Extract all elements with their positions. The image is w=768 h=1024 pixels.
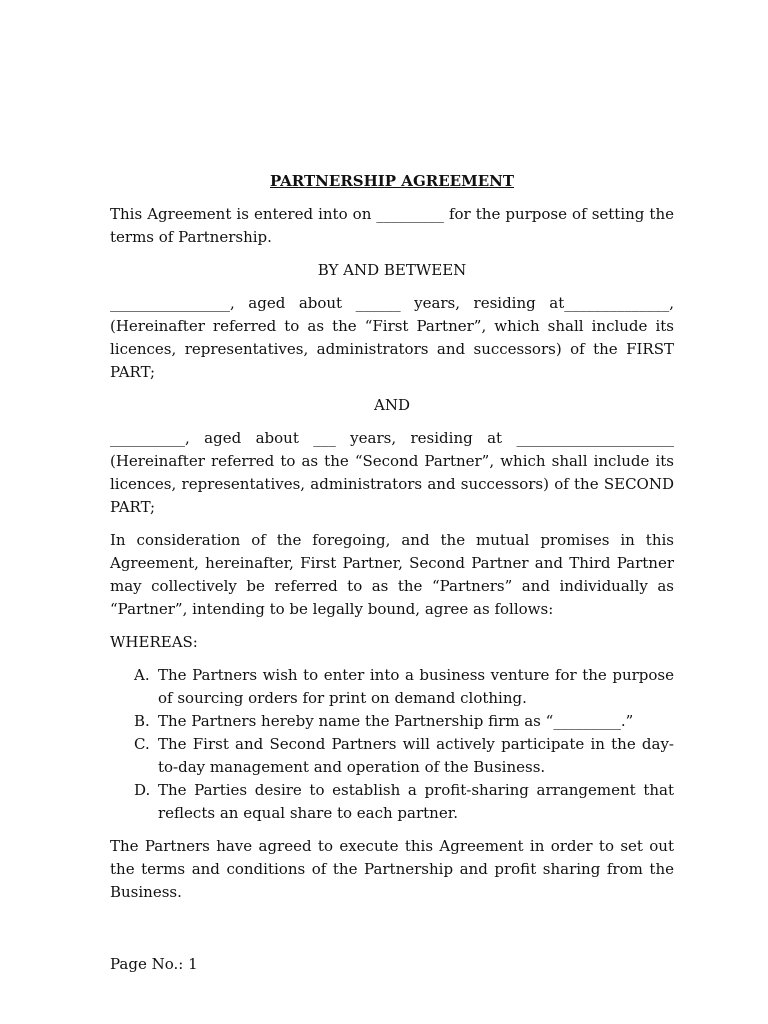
whereas-item-c — [110, 733, 674, 779]
list-item-text: The Partners wish to enter into a business venture for the purpose of sourcing orders for print on demand clothing. — [158, 666, 674, 707]
list-item-text: The First and Second Partners will actively participate in the day-to-day management and operation of the Business. — [158, 735, 674, 776]
whereas-list — [110, 664, 674, 825]
document-title: PARTNERSHIP AGREEMENT — [269, 172, 514, 190]
list-marker: D. — [134, 781, 151, 799]
page-number: Page No.: 1 — [110, 955, 198, 973]
list-marker: A. — [134, 666, 150, 684]
document-page — [110, 170, 674, 914]
by-and-between-heading: BY AND BETWEEN — [317, 261, 467, 279]
whereas-heading: WHEREAS: — [110, 633, 198, 651]
list-item-text: The Parties desire to establish a profit-sharing arrangement that reflects an equal share to each partner. — [158, 781, 674, 822]
whereas-item-b — [110, 710, 674, 733]
consideration-paragraph: In consideration of the foregoing, and the mutual promises in this Agreement, hereinafter, First Partner, Second Partner and Third Partner may collectively be referred to as the “Partners” and individually as “Partner”, intending to be legally bound, agree as follows: — [110, 531, 674, 618]
list-marker: C. — [134, 735, 150, 753]
second-party-paragraph: __________, aged about ___ years, residing at _____________________ (Hereinafter referred to as the “Second Partner”, which shall include its licences, representatives, administrators and successors) of the SECOND PART; — [110, 429, 674, 516]
closing-paragraph: The Partners have agreed to execute this Agreement in order to set out the terms and conditions of the Partnership and profit sharing from the Business. — [110, 837, 674, 901]
whereas-item-d — [110, 779, 674, 825]
intro-paragraph: This Agreement is entered into on _________ for the purpose of setting the terms of Partnership. — [110, 205, 674, 246]
list-marker: B. — [134, 712, 150, 730]
whereas-item-a — [110, 664, 674, 710]
and-heading: AND — [374, 396, 410, 414]
list-item-text: The Partners hereby name the Partnership firm as “_________.” — [158, 712, 634, 730]
first-party-paragraph: ________________, aged about ______ years, residing at______________, (Hereinafter referred to as the “First Partner”, which shall include its licences, representatives, administrators and successors) of the FIRST PART; — [110, 294, 674, 381]
